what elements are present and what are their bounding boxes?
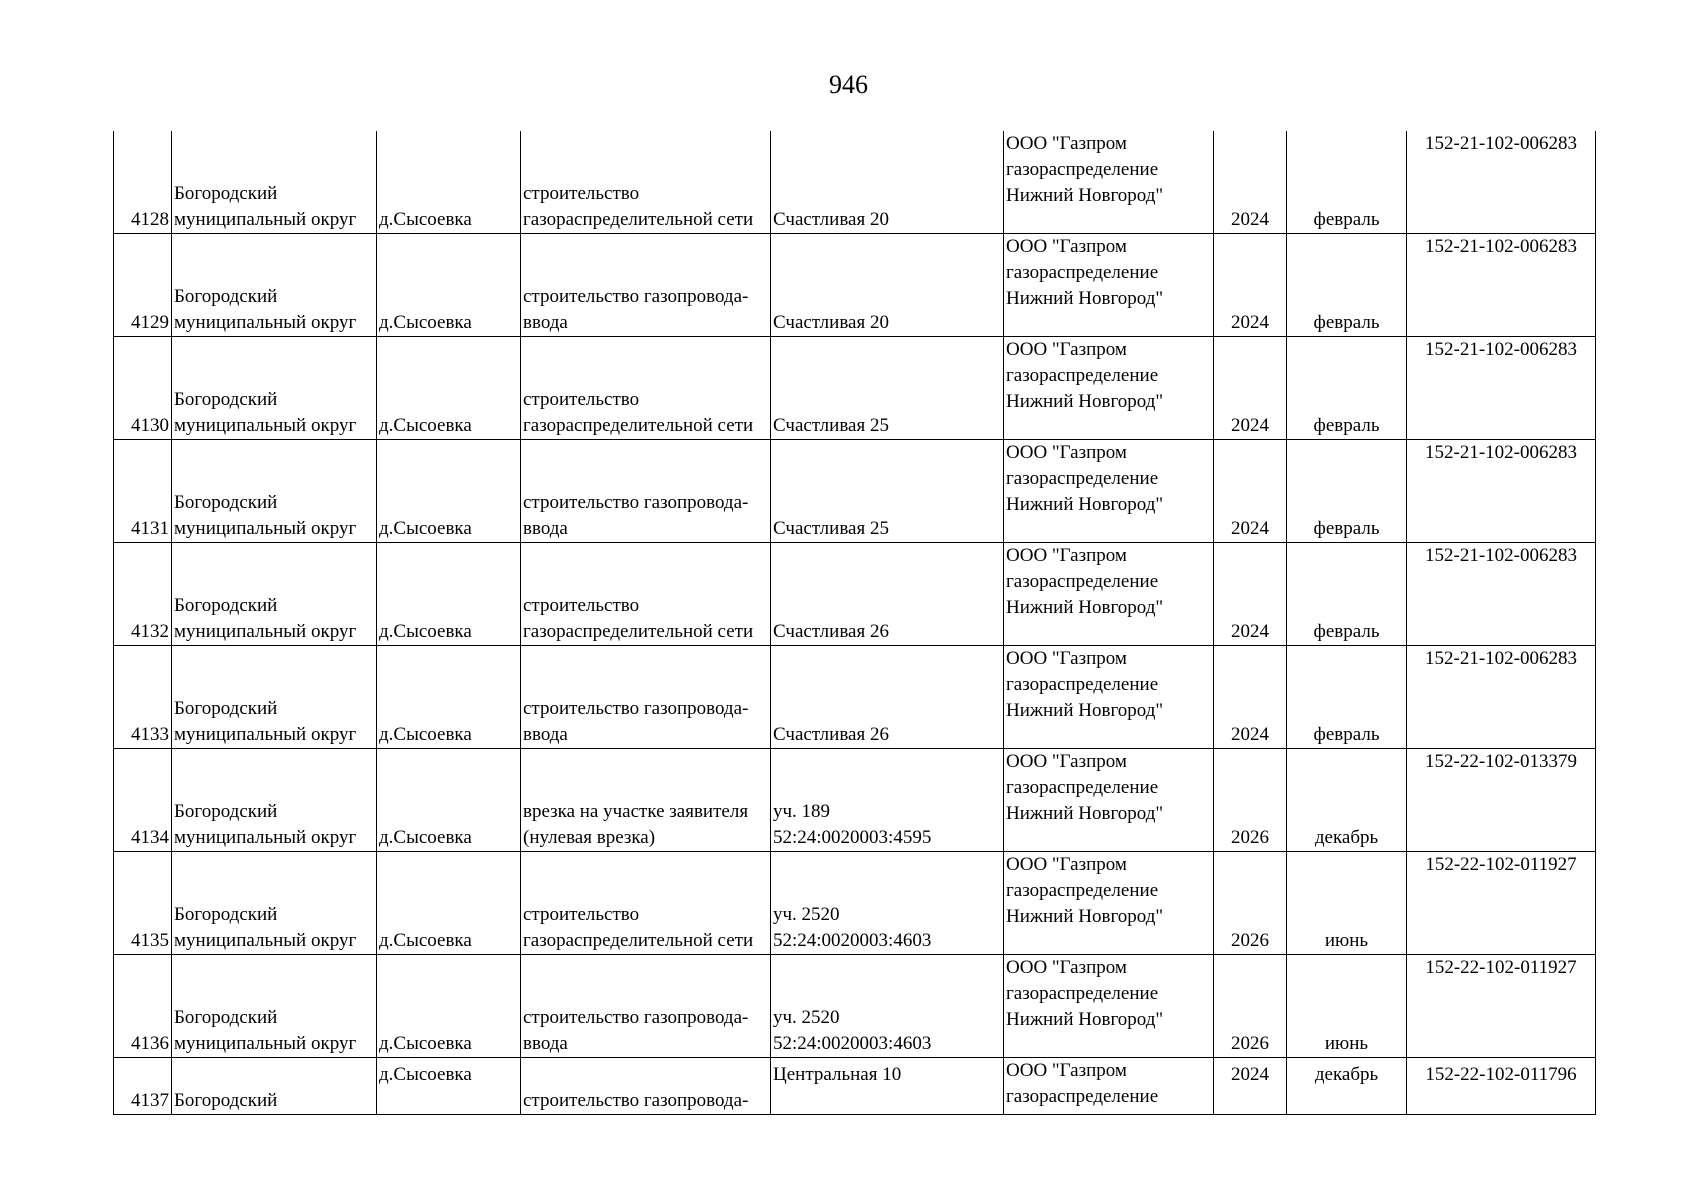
month-cell: июнь bbox=[1287, 852, 1407, 955]
organization-cell-line: Нижний Новгород" bbox=[1006, 288, 1164, 309]
organization-cell-line: Нижний Новгород" bbox=[1006, 906, 1164, 927]
address-cell bbox=[771, 955, 1004, 1058]
address-cell-line: уч. 2520 bbox=[773, 904, 840, 925]
work-type-cell-line: ввода bbox=[523, 518, 568, 539]
organization-cell-line: ООО "Газпром bbox=[1006, 1060, 1127, 1081]
table-row bbox=[114, 440, 1596, 543]
address-cell-line: Счастливая 26 bbox=[773, 621, 889, 642]
work-type-cell bbox=[521, 543, 771, 646]
month-cell: февраль bbox=[1287, 337, 1407, 440]
year-cell: 2026 bbox=[1214, 955, 1287, 1058]
district-cell bbox=[172, 852, 377, 955]
district-cell bbox=[172, 955, 377, 1058]
table-row bbox=[114, 1058, 1596, 1115]
year-cell: 2024 bbox=[1214, 131, 1287, 234]
row-number-cell: 4134 bbox=[114, 749, 172, 852]
address-cell bbox=[771, 440, 1004, 543]
gasification-register-table bbox=[113, 131, 1596, 1115]
year-cell: 2024 bbox=[1214, 440, 1287, 543]
organization-cell-line: ООО "Газпром bbox=[1006, 751, 1127, 772]
year-cell: 2024 bbox=[1214, 234, 1287, 337]
work-type-cell-line: газораспределительной сети bbox=[523, 930, 754, 951]
address-cell bbox=[771, 337, 1004, 440]
locality-cell: д.Сысоевка bbox=[377, 234, 521, 337]
organization-cell-line: газораспределение bbox=[1006, 159, 1159, 180]
district-cell bbox=[172, 646, 377, 749]
row-number-cell: 4129 bbox=[114, 234, 172, 337]
work-type-cell bbox=[521, 1058, 771, 1115]
address-cell-line: Центральная 10 bbox=[773, 1064, 902, 1085]
organization-cell-line: газораспределение bbox=[1006, 468, 1159, 489]
table-row bbox=[114, 543, 1596, 646]
organization-cell-line: газораспределение bbox=[1006, 674, 1159, 695]
application-code-cell: 152-22-102-011796 bbox=[1407, 1058, 1596, 1115]
work-type-cell-line: строительство газопровода- bbox=[523, 492, 749, 513]
work-type-cell bbox=[521, 955, 771, 1058]
work-type-cell-line: строительство газопровода- bbox=[523, 1090, 749, 1111]
district-cell-line: муниципальный округ bbox=[174, 415, 357, 436]
organization-cell-line: Нижний Новгород" bbox=[1006, 1009, 1164, 1030]
work-type-cell-line: строительство bbox=[523, 904, 640, 925]
row-number-cell: 4128 bbox=[114, 131, 172, 234]
work-type-cell-line: ввода bbox=[523, 1033, 568, 1054]
organization-cell bbox=[1004, 337, 1214, 440]
month-cell: декабрь bbox=[1287, 1058, 1407, 1115]
address-cell-line: Счастливая 20 bbox=[773, 312, 889, 333]
district-cell-line: Богородский bbox=[174, 595, 278, 616]
district-cell-line: муниципальный округ bbox=[174, 209, 357, 230]
work-type-cell-line: строительство bbox=[523, 183, 640, 204]
organization-cell-line: газораспределение bbox=[1006, 983, 1159, 1004]
table-row bbox=[114, 749, 1596, 852]
organization-cell-line: ООО "Газпром bbox=[1006, 339, 1127, 360]
organization-cell-line: ООО "Газпром bbox=[1006, 545, 1127, 566]
district-cell-line: Богородский bbox=[174, 801, 278, 822]
work-type-cell bbox=[521, 852, 771, 955]
year-cell: 2024 bbox=[1214, 337, 1287, 440]
organization-cell bbox=[1004, 749, 1214, 852]
district-cell bbox=[172, 337, 377, 440]
address-cell bbox=[771, 749, 1004, 852]
organization-cell bbox=[1004, 852, 1214, 955]
organization-cell bbox=[1004, 131, 1214, 234]
organization-cell bbox=[1004, 234, 1214, 337]
application-code-cell: 152-21-102-006283 bbox=[1407, 646, 1596, 749]
district-cell-line: муниципальный округ bbox=[174, 827, 357, 848]
year-cell: 2024 bbox=[1214, 646, 1287, 749]
address-cell-line: 52:24:0020003:4603 bbox=[773, 930, 932, 951]
table-row bbox=[114, 852, 1596, 955]
work-type-cell bbox=[521, 337, 771, 440]
application-code-cell: 152-21-102-006283 bbox=[1407, 543, 1596, 646]
organization-cell-line: ООО "Газпром bbox=[1006, 854, 1127, 875]
organization-cell-line: Нижний Новгород" bbox=[1006, 700, 1164, 721]
application-code-cell: 152-22-102-013379 bbox=[1407, 749, 1596, 852]
organization-cell bbox=[1004, 1058, 1214, 1115]
district-cell-line: Богородский bbox=[174, 492, 278, 513]
district-cell bbox=[172, 1058, 377, 1115]
organization-cell-line: Нижний Новгород" bbox=[1006, 494, 1164, 515]
locality-cell: д.Сысоевка bbox=[377, 955, 521, 1058]
organization-cell-line: Нижний Новгород" bbox=[1006, 597, 1164, 618]
month-cell: июнь bbox=[1287, 955, 1407, 1058]
work-type-cell-line: строительство bbox=[523, 595, 640, 616]
address-cell-line: Счастливая 25 bbox=[773, 415, 889, 436]
work-type-cell-line: ввода bbox=[523, 312, 568, 333]
locality-cell: д.Сысоевка bbox=[377, 749, 521, 852]
work-type-cell bbox=[521, 749, 771, 852]
address-cell-line: Счастливая 25 bbox=[773, 518, 889, 539]
work-type-cell-line: строительство газопровода- bbox=[523, 698, 749, 719]
address-cell bbox=[771, 131, 1004, 234]
organization-cell bbox=[1004, 646, 1214, 749]
organization-cell-line: ООО "Газпром bbox=[1006, 957, 1127, 978]
table-row bbox=[114, 646, 1596, 749]
year-cell: 2024 bbox=[1214, 543, 1287, 646]
month-cell: февраль bbox=[1287, 131, 1407, 234]
organization-cell-line: газораспределение bbox=[1006, 777, 1159, 798]
work-type-cell bbox=[521, 131, 771, 234]
address-cell-line: Счастливая 26 bbox=[773, 724, 889, 745]
locality-cell: д.Сысоевка bbox=[377, 543, 521, 646]
table-body bbox=[114, 131, 1596, 1115]
table-row bbox=[114, 955, 1596, 1058]
row-number-cell: 4132 bbox=[114, 543, 172, 646]
district-cell-line: муниципальный округ bbox=[174, 518, 357, 539]
organization-cell-line: Нижний Новгород" bbox=[1006, 391, 1164, 412]
work-type-cell-line: строительство bbox=[523, 389, 640, 410]
organization-cell-line: ООО "Газпром bbox=[1006, 648, 1127, 669]
month-cell: февраль bbox=[1287, 543, 1407, 646]
work-type-cell-line: ввода bbox=[523, 724, 568, 745]
application-code-cell: 152-21-102-006283 bbox=[1407, 234, 1596, 337]
month-cell: февраль bbox=[1287, 440, 1407, 543]
district-cell-line: муниципальный округ bbox=[174, 724, 357, 745]
locality-cell: д.Сысоевка bbox=[377, 646, 521, 749]
district-cell-line: Богородский bbox=[174, 1007, 278, 1028]
district-cell-line: Богородский bbox=[174, 1090, 278, 1111]
year-cell: 2024 bbox=[1214, 1058, 1287, 1115]
address-cell bbox=[771, 543, 1004, 646]
organization-cell-line: ООО "Газпром bbox=[1006, 133, 1127, 154]
address-cell-line: 52:24:0020003:4595 bbox=[773, 827, 932, 848]
district-cell bbox=[172, 749, 377, 852]
month-cell: февраль bbox=[1287, 646, 1407, 749]
work-type-cell-line: газораспределительной сети bbox=[523, 415, 754, 436]
district-cell bbox=[172, 234, 377, 337]
district-cell-line: Богородский bbox=[174, 904, 278, 925]
work-type-cell-line: газораспределительной сети bbox=[523, 209, 754, 230]
district-cell-line: муниципальный округ bbox=[174, 1033, 357, 1054]
table-row bbox=[114, 131, 1596, 234]
page-number: 946 bbox=[829, 70, 868, 99]
organization-cell bbox=[1004, 440, 1214, 543]
locality-cell: д.Сысоевка bbox=[377, 852, 521, 955]
locality-cell: д.Сысоевка bbox=[377, 131, 521, 234]
address-cell bbox=[771, 1058, 1004, 1115]
organization-cell-line: газораспределение bbox=[1006, 1086, 1159, 1107]
organization-cell-line: ООО "Газпром bbox=[1006, 236, 1127, 257]
address-cell bbox=[771, 646, 1004, 749]
district-cell bbox=[172, 543, 377, 646]
address-cell-line: Счастливая 20 bbox=[773, 209, 889, 230]
district-cell-line: Богородский bbox=[174, 286, 278, 307]
district-cell-line: муниципальный округ bbox=[174, 930, 357, 951]
row-number-cell: 4130 bbox=[114, 337, 172, 440]
work-type-cell-line: строительство газопровода- bbox=[523, 1007, 749, 1028]
work-type-cell-line: газораспределительной сети bbox=[523, 621, 754, 642]
organization-cell-line: газораспределение bbox=[1006, 571, 1159, 592]
locality-cell: д.Сысоевка bbox=[377, 440, 521, 543]
year-cell: 2026 bbox=[1214, 749, 1287, 852]
row-number-cell: 4137 bbox=[114, 1058, 172, 1115]
work-type-cell bbox=[521, 646, 771, 749]
district-cell bbox=[172, 440, 377, 543]
address-cell bbox=[771, 852, 1004, 955]
locality-cell: д.Сысоевка bbox=[377, 1058, 521, 1115]
month-cell: декабрь bbox=[1287, 749, 1407, 852]
row-number-cell: 4135 bbox=[114, 852, 172, 955]
district-cell-line: муниципальный округ bbox=[174, 312, 357, 333]
table-row bbox=[114, 234, 1596, 337]
work-type-cell-line: строительство газопровода- bbox=[523, 286, 749, 307]
address-cell-line: 52:24:0020003:4603 bbox=[773, 1033, 932, 1054]
application-code-cell: 152-22-102-011927 bbox=[1407, 852, 1596, 955]
application-code-cell: 152-22-102-011927 bbox=[1407, 955, 1596, 1058]
district-cell-line: Богородский bbox=[174, 698, 278, 719]
application-code-cell: 152-21-102-006283 bbox=[1407, 440, 1596, 543]
month-cell: февраль bbox=[1287, 234, 1407, 337]
organization-cell-line: газораспределение bbox=[1006, 365, 1159, 386]
district-cell-line: Богородский bbox=[174, 389, 278, 410]
locality-cell: д.Сысоевка bbox=[377, 337, 521, 440]
work-type-cell-line: (нулевая врезка) bbox=[523, 827, 656, 848]
address-cell-line: уч. 189 bbox=[773, 801, 831, 822]
organization-cell-line: ООО "Газпром bbox=[1006, 442, 1127, 463]
application-code-cell: 152-21-102-006283 bbox=[1407, 337, 1596, 440]
row-number-cell: 4133 bbox=[114, 646, 172, 749]
work-type-cell bbox=[521, 440, 771, 543]
district-cell bbox=[172, 131, 377, 234]
organization-cell-line: Нижний Новгород" bbox=[1006, 803, 1164, 824]
organization-cell-line: газораспределение bbox=[1006, 880, 1159, 901]
organization-cell bbox=[1004, 543, 1214, 646]
year-cell: 2026 bbox=[1214, 852, 1287, 955]
row-number-cell: 4131 bbox=[114, 440, 172, 543]
district-cell-line: муниципальный округ bbox=[174, 621, 357, 642]
row-number-cell: 4136 bbox=[114, 955, 172, 1058]
organization-cell-line: Нижний Новгород" bbox=[1006, 185, 1164, 206]
organization-cell-line: газораспределение bbox=[1006, 262, 1159, 283]
work-type-cell-line: врезка на участке заявителя bbox=[523, 801, 749, 822]
table-row bbox=[114, 337, 1596, 440]
address-cell bbox=[771, 234, 1004, 337]
application-code-cell: 152-21-102-006283 bbox=[1407, 131, 1596, 234]
work-type-cell bbox=[521, 234, 771, 337]
address-cell-line: уч. 2520 bbox=[773, 1007, 840, 1028]
organization-cell bbox=[1004, 955, 1214, 1058]
district-cell-line: Богородский bbox=[174, 183, 278, 204]
